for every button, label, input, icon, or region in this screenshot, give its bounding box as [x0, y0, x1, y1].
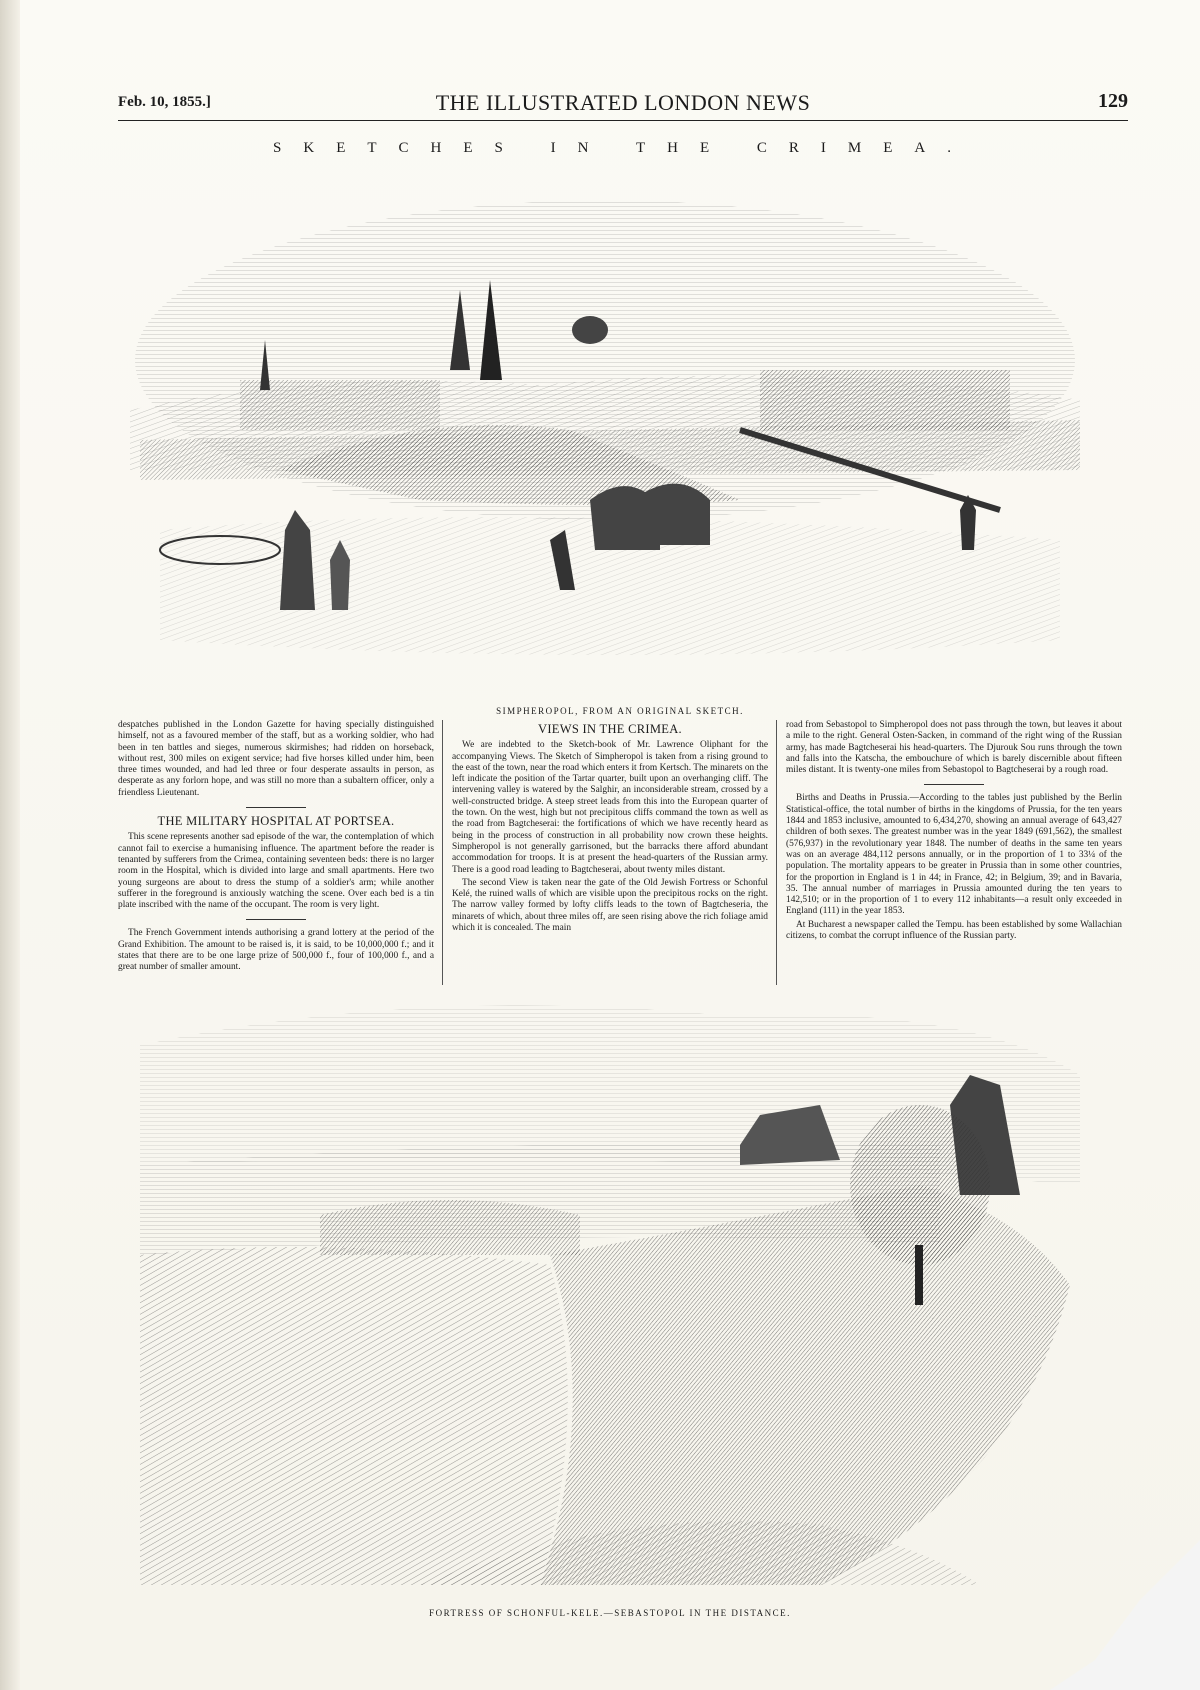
- hospital-heading: THE MILITARY HOSPITAL AT PORTSEA.: [157, 814, 395, 829]
- figure-caption-1: SIMPHEROPOL, FROM AN ORIGINAL SKETCH.: [496, 706, 744, 716]
- page-binding-edge: [0, 0, 20, 1690]
- figure-caption-2: FORTRESS OF SCHONFUL-KELE.—SEBASTOPOL IN THE DISTANCE.: [429, 1608, 791, 1618]
- newspaper-title: THE ILLUSTRATED LONDON NEWS: [435, 90, 811, 115]
- prussia-paragraph: Births and Deaths in Prussia.—According to the tables just published by the Berlin Statistical-office, the total number of births in the kingdoms of Prussia, for the ten years 1844 and 1853 inclusive, amounted to 6,434,270, showing an annual average of 643,427 children of both sexes. The greatest number was in the year 1849 (691,562), the smallest (576,937) in the revolutionary year 1848. The number of deaths in the same ten years was on an average 484,112 persons annually, or in the proportion of 1 to 33¼ of the population. The mortality appears to be greater in Prussia than in some other countries, for the proportion in England is 1 in 44; in France, 42; in Belgium, 39; and in Bavaria, 35. The annual number of marriages in Prussia amounted during the ten years to 142,510; or in the proportion of 1 to every 112 inhabitants—a result only exceeded in England (111) in the year 1853.: [786, 793, 1122, 917]
- divider-rule: [924, 784, 984, 785]
- column-2: [452, 720, 768, 936]
- divider-rule: [246, 919, 306, 920]
- masthead: [118, 90, 1128, 121]
- column1-intro: despatches published in the London Gazette for having specially distinguished himself, not as a favoured member of the staff, but as a working soldier, who had been in ten battles and sieges, numerous skirmishes; had ridden on horseback, without rest, 300 miles on exigent service; had five horses killed under him, been three times wounded, and had led three or four desperate assaults in person, as desperate as any forlorn hope, and was still no more than a subaltern officer, only a friendless Lieutenant.: [118, 720, 434, 798]
- page-number: 129: [1098, 90, 1128, 112]
- views-paragraph-2: The second View is taken near the gate of the Old Jewish Fortress or Schonful Kelé, the ruined walls of which are visible upon the precipitous rocks on the right. The narrow valley formed by lofty cliffs leads to the town of Bagtcheseria, the minarets of which, about three miles off, are seen rising above the rich foliage amid which it is concealed. The main: [452, 877, 768, 934]
- hospital-paragraph: This scene represents another sad episode of the war, the contemplation of which cannot fail to exercise a humanising influence. The apartment before the reader is tenanted by sufferers from the Crimea, containing seventeen beds: there is no larger room in the Hospital, which is divided into large and small apartments. Here two young surgeons are about to dress the stump of a soldier's arm; while another sufferer in the foreground is anxiously watching the scene. Over each bed is a tin plate inscribed with the name of the occupant. The room is very light.: [118, 832, 434, 911]
- simpheropol-engraving: [120, 170, 1090, 700]
- column-rule: [442, 720, 443, 985]
- views-paragraph-1: We are indebted to the Sketch-book of Mr. Lawrence Oliphant for the accompanying Views. The Sketch of Simpheropol is taken from a rising ground to the east of the town, near the road which enters it from Kertsch. The minarets on the left indicate the position of the Tartar quarter, built upon an overhanging cliff. The intervening valley is watered by the Salghir, an inconsiderable stream, crossed by a well-constructed bridge. A steep street leads from this into the European quarter of the town. On the west, high but not precipitous cliffs command the town as well as the road from Bagtcheserai: the fortifications of which we have recently heard as being in the process of construction in all probability now crown these heights. Simpheropol is not generally garrisoned, but the barracks there afford abundant accommodation for troops. It is at present the head-quarters of the Russian army. There is a good road leading to Bagtcheserai, about twenty miles distant.: [452, 740, 768, 875]
- lottery-paragraph: The French Government intends authorising a grand lottery at the period of the Grand Exhibition. The amount to be raised is, it is said, to be 10,000,000 f.; and it states that there are to be one large prize of 500,000 f., four of 100,000 f., and a great number of smaller amount.: [118, 928, 434, 973]
- bucharest-paragraph: At Bucharest a newspaper called the Tempu. has been established by some Wallachian citizens, to combat the corrupt influence of the Russian party.: [786, 919, 1122, 942]
- column-1: [118, 720, 434, 976]
- column-3: [786, 720, 1122, 944]
- issue-date: Feb. 10, 1855.]: [118, 94, 211, 110]
- column-rule: [776, 720, 777, 985]
- divider-rule: [246, 807, 306, 808]
- section-title: SKETCHES IN THE CRIMEA.: [273, 140, 973, 156]
- fortress-engraving: [120, 985, 1120, 1605]
- road-paragraph: road from Sebastopol to Simpheropol does not pass through the town, but leaves it about a mile to the right. General Osten-Sacken, in command of the right wing of the Russian army, has made Bagtcheserai his head-quarters. The Djurouk Sou runs through the town and falls into the Katscha, the embouchure of which is barely discernible about fifteen miles distant. It is twenty-one miles from Sebastopol to Bagtcheserai by a rough road.: [786, 720, 1122, 776]
- views-heading: VIEWS IN THE CRIMEA.: [538, 722, 682, 736]
